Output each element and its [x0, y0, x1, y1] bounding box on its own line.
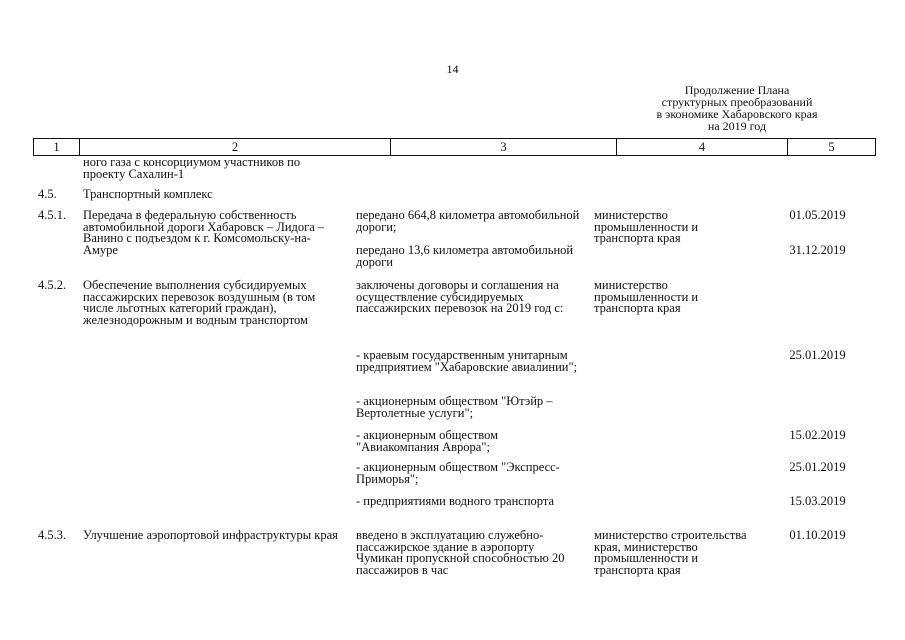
date-text: 25.01.2019: [789, 348, 846, 362]
measure-text: Обеспечение выполнения субсидируемых пассажирских перевозок воздушным (в том числе льготных категорий граждан), железнодорожным и водным транспортом: [83, 278, 316, 327]
continuation-line-3: в экономике Хабаровского края: [656, 107, 818, 121]
table-header: [33, 138, 876, 156]
column-header-2: 2: [80, 139, 391, 155]
row-number: 4.5.2.: [38, 278, 67, 292]
continuation-line-1: Продолжение Плана: [684, 83, 790, 97]
responsible-text: министерство строительства края, министерство промышленности и транспорта края: [594, 528, 747, 577]
date-text: 15.02.2019: [789, 428, 846, 442]
continuation-heading: [637, 84, 837, 132]
section-number: 4.5.: [38, 187, 57, 201]
list-item: - предприятиями водного транспорта: [356, 494, 555, 508]
column-header-5: 5: [828, 140, 835, 154]
date-text: 31.12.2019: [789, 243, 846, 257]
measure-text: Передача в федеральную собственность автомобильной дороги Хабаровск – Лидога – Ванино с подъездом к г. Комсомольску-на-Амуре: [83, 208, 325, 257]
measure-text: Улучшение аэропортовой инфраструктуры края: [83, 528, 338, 542]
column-header-4: 4: [617, 139, 788, 155]
responsible-text: министерство промышленности и транспорта края: [594, 278, 699, 315]
result-text: введено в эксплуатацию служебно-пассажирское здание в аэропорту Чумикан пропускной способностью 20 пассажиров в час: [356, 528, 565, 577]
continuation-line-2: структурных преобразований: [661, 95, 813, 109]
section-title: Транспортный комплекс: [83, 187, 213, 201]
result-text: передано 13,6 километра автомобильной дороги: [356, 243, 574, 269]
list-item: - акционерным обществом "Экспресс-Приморья";: [356, 460, 560, 486]
row-number: 4.5.1.: [38, 208, 67, 222]
responsible-text: министерство промышленности и транспорта края: [594, 208, 699, 245]
date-text: 15.03.2019: [789, 494, 846, 508]
carryover-text: ного газа с консорциумом участников по проекту Сахалин-1: [83, 155, 301, 181]
list-item: - краевым государственным унитарным предприятием "Хабаровские авиалинии";: [356, 348, 578, 374]
list-item: - акционерным обществом "Ютэйр – Вертолетные услуги";: [356, 394, 553, 420]
column-header-3: 3: [391, 139, 617, 155]
column-header-1: 1: [34, 139, 80, 155]
date-text: 01.05.2019: [789, 208, 846, 222]
date-text: 25.01.2019: [789, 460, 846, 474]
result-text: передано 664,8 километра автомобильной дороги;: [356, 208, 580, 234]
continuation-line-4: на 2019 год: [707, 119, 767, 133]
page-number: 14: [446, 62, 459, 76]
date-text: 01.10.2019: [789, 528, 846, 542]
row-number: 4.5.3.: [38, 528, 67, 542]
result-text: заключены договоры и соглашения на осуществление субсидируемых пассажирских перевозок на 2019 год с:: [356, 278, 564, 315]
list-item: - акционерным обществом "Авиакомпания Аврора";: [356, 428, 498, 454]
